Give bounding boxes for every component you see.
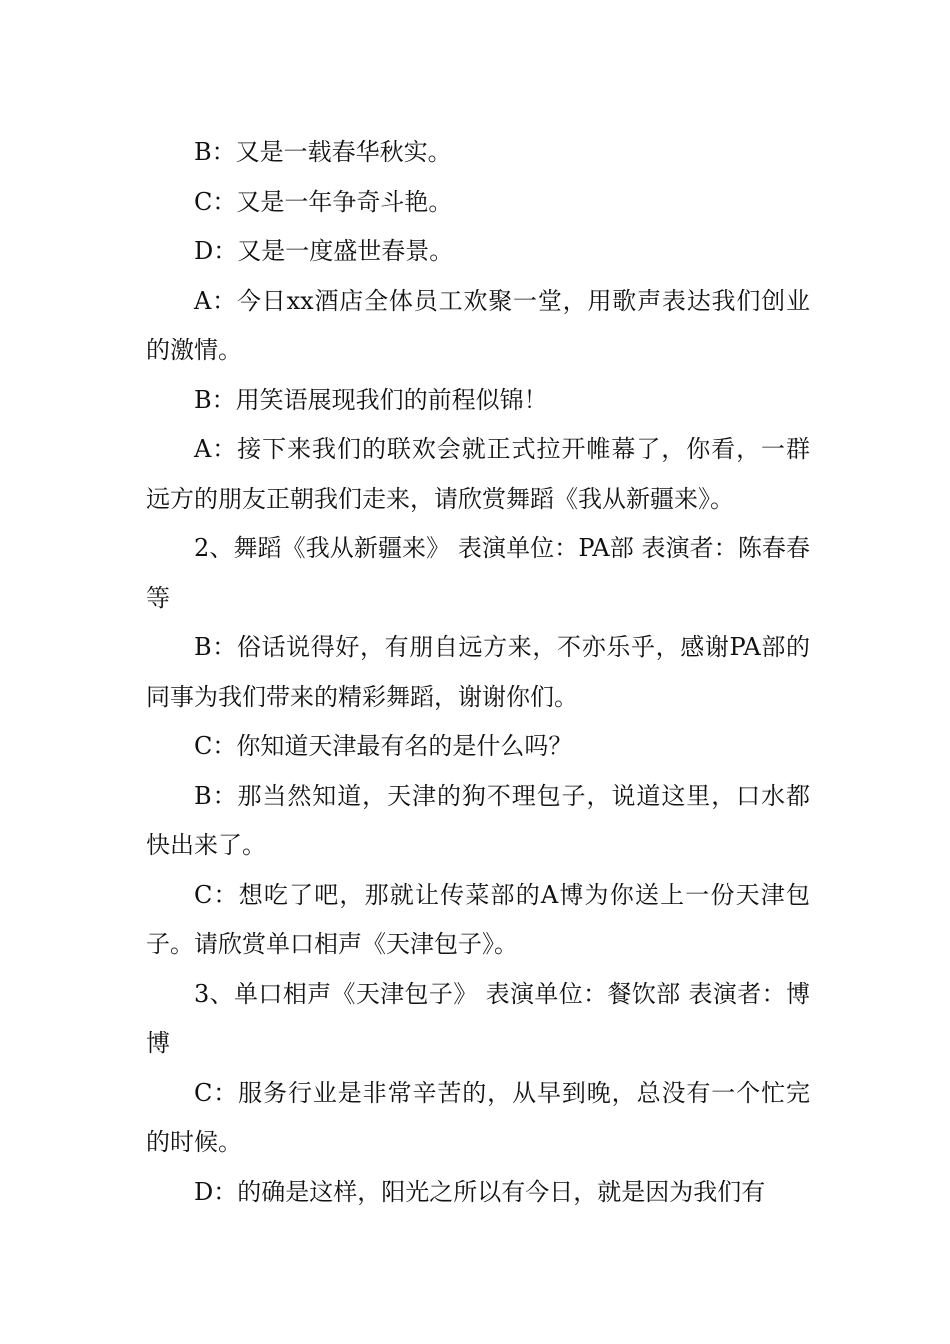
document-body	[146, 128, 810, 1217]
paragraph-b-spring-autumn: B：又是一载春华秋实。	[194, 138, 452, 166]
paragraph-c-crosstalk-intro: C：想吃了吧，那就让传菜部的A博为你送上一份天津包子。请欣赏单口相声《天津包子》。	[146, 880, 810, 958]
paragraph-d-spring-scene: D：又是一度盛世春景。	[194, 237, 454, 265]
paragraph-c-compete: C：又是一年争奇斗艳。	[194, 187, 453, 216]
paragraph-c-service: C：服务行业是非常辛苦的，从早到晚，总没有一个忙完的时候。	[146, 1078, 810, 1156]
paragraph-b-baozi: B：那当然知道，天津的狗不理包子，说道这里，口水都快出来了。	[146, 781, 810, 859]
paragraph-c-tianjin-question: C：你知道天津最有名的是什么吗？	[194, 732, 573, 760]
paragraph-b-laughter: B：用笑语展现我们的前程似锦！	[194, 385, 548, 414]
program-item-3: 3、单口相声《天津包子》 表演单位：餐饮部 表演者：博博	[146, 979, 810, 1057]
program-item-2: 2、舞蹈《我从新疆来》 表演单位：PA部 表演者：陈春春等	[146, 534, 810, 612]
paragraph-d-sunshine: D：的确是这样，阳光之所以有今日，就是因为我们有	[194, 1177, 766, 1206]
paragraph-a-gathering: A：今日xx酒店全体员工欢聚一堂，用歌声表达我们创业的激情。	[146, 286, 810, 364]
paragraph-b-thanks-pa: B：俗话说得好，有朋自远方来，不亦乐乎，感谢PA部的同事为我们带来的精彩舞蹈，谢谢你们。	[146, 633, 810, 711]
paragraph-a-dance-intro: A：接下来我们的联欢会就正式拉开帷幕了，你看，一群远方的朋友正朝我们走来，请欣赏舞蹈《我从新疆来》。	[146, 435, 810, 513]
